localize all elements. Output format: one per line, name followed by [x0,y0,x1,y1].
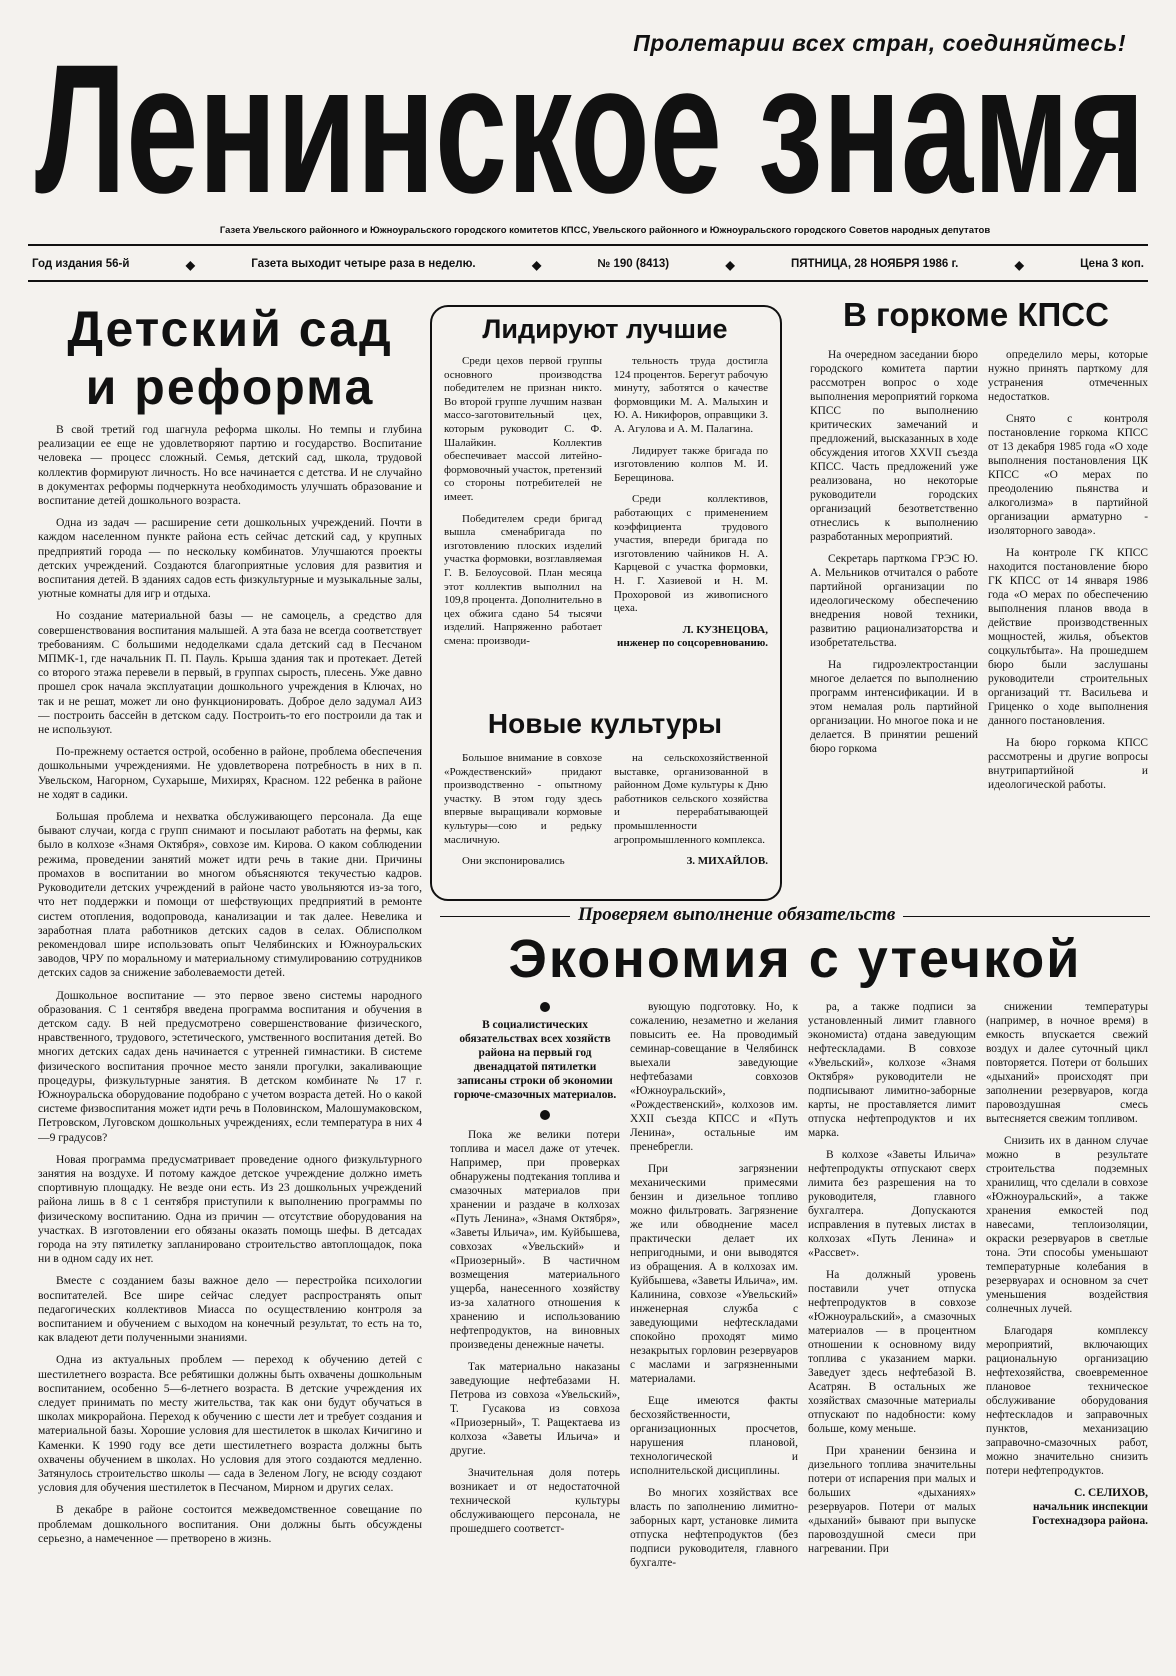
paragraph: Благодаря комплексу мероприятий, включающих рациональную организацию нефтехозяйства, своевременное плановое техническое обслуживание оборудования нефтескладов и заправочных пунктов, механизацию заправочно-смазочных работ, можно значительно снизить потери нефтепродуктов. [986,1325,1148,1477]
paragraph: тельность труда достигла 124 процентов. Берегут рабочую минуту, заботятся о качестве формовщики М. А. Малыхин и Ю. А. Никифоров, оправщики З. А. Агулова и А. М. Палагина. [614,355,768,435]
leaders-col-right [614,355,768,695]
issue-frequency: Газета выходит четыре раза в неделю. [251,258,476,270]
diamond-icon: ◆ [185,258,195,272]
issue-year: Год издания 56-й [32,258,130,270]
crops-col-right [614,752,768,892]
paragraph: Так материально наказаны заведующие нефтебазами Н. Петрова из совхоза «Увельский», Т. Гусакова из совхоза «Приозерный», Т. Ращектаева из колхоза «Заветы Ильича» и другие. [450,1361,620,1457]
paragraph: Снизить их в данном случае можно в результате строительства подземных хранилищ, что сделали в совхозе «Южноуральский», а также хранения емкостей под навесами, теплоизоляции, окраски резервуаров в светлые тона. Эти способы уменьшают температурные колебания в резервуарах и основном за счет уменьшения воздействия солнечных лучей. [986,1135,1148,1315]
paragraph: Одна из задач — расширение сети дошкольных учреждений. Почти в каждом населенном пункте района есть сейчас детский сад, у крупных предприятий города — по нескольку комбинатов. Улучшаются проекты детских учреждений. Создаются благоприятные условия для развития и воспитания детей. В зданиях садов есть физкультурные и музыкальные залы, уютные комнаты для игр и отдыха. [38,516,422,601]
bullet-icon [540,1002,550,1012]
newspaper-title [30,42,1150,220]
paragraph: Дошкольное воспитание — это первое звено системы народного образования. С 1 сентября введена программа воспитания и обучения в детском саду. В ней предусмотрено совершенствование физического, нравственного, трудового, эстетического, умственного воспитания детей. Во многих детских садах день начинается с утренней гимнастики. В системе физического воспитания прочное место заняли прогулки, закаливающие процедуры, физкультурные занятия. В детском комбинате № 17 г. Южноуральска оборудование подобрано с учетом возраста детей. Но о какой системе физвоспитания может идти речь в Половинском, Малошумаковском, Петровском, Луговском дошкольных учреждениях, если температура в них 4—9 градусов? [38,988,422,1144]
paragraph: На гидроэлектростанции многое делается по выполнению программ интенсификации. И в этом немалая роль партийной организации. Но многое пока и не делается. В принятии решений бюро горкома [810,659,978,755]
paragraph: При загрязнении механическими примесями бензин и дизельное топливо можно фильтровать. Загрязнение же или обводнение масел практически делает их непригодными, и они выводятся из обращения. А в колхозах им. Куйбышева, «Заветы Ильича», им. Калинина, совхозе «Увельский» инженерная служба с заведующими нефтескладами спокойно проходят мимо незакрытых горловин резервуаров с маслами и загрязненными материалами. [630,1163,798,1385]
leaders-author-title: инженер по соцсоревнованию. [617,637,768,650]
economy-col3 [808,1000,976,1668]
newspaper-title-text: Ленинское знамя [35,42,1146,220]
economy-col1 [450,1128,620,1668]
leaders-author: Л. КУЗНЕЦОВА, [682,623,768,636]
economy-lead [450,1018,620,1110]
diamond-icon: ◆ [725,258,735,272]
paragraph: При хранении бензина и дизельного топлива значительны потери от испарения при малых и больших «дыханиях» резервуаров. Потери от малых «дыханий» бывают при выпуске паровоздушной смеси при нагревании. При [808,1445,976,1555]
economy-col4 [986,1000,1148,1668]
economy-lead-text: В социалистических обязательствах всех хозяйств района на первый год двенадцатой пятилетки записаны строки об экономии горюче-смазочных материалов. [453,1019,617,1101]
paragraph: снижении температуры (например, в ночное время) в емкость впускается свежий воздух и далее суточный цикл повторяется. Потери от больших «дыханий» происходят при заполнении резервуаров, когда паровоздушная смесь вытесняется свежим топливом. [986,1001,1148,1125]
info-rule [28,280,1148,282]
paragraph: Вместе с созданием базы важное дело — перестройка психологии воспитателей. Все шире сейчас следует распространять опыт педагогических коллективов Миасса по осуществлению контроля за воспитанием и обучением с выходом на конечный результат, то есть на то, как владеют дети полученными знаниями. [38,1274,422,1345]
paragraph: Победителем среди бригад вышла сменабригада по изготовлению плоских изделий участка формовки, возглавляемая Г. В. Белоусовой. План месяца этот коллектив выполнил на 109,8 процента. Дополнительно в цех обжига сдано 54 тысячи изделий. Напряженно работает смена: производи- [444,512,602,647]
paragraph: Снято с контроля постановление горкома КПСС от 13 декабря 1985 года «О ходе выполнения постановления ЦК КПСС «О мерах по преодолению пьянства и алкоголизма» в партийной организации арматурно - изоляторного завода». [988,413,1148,537]
paragraph: вующую подготовку. Но, к сожалению, незаметно и желания повысить ее. На проводимый семинар-совещание в Челябинск выехали заведующие нефтебазами совхозов «Южноуральский», «Рождественский», колхозов им. XXII съезда КПСС и «Путь Ленина», остальные им пренебрегли. [630,1001,798,1153]
paragraph: Среди коллективов, работающих с применением коэффициента трудового участия, впереди бригада по изготовлению чайников Н. А. Карцевой с участка формовки, Н. Г. Хазиевой и Н. М. Прохоровой из живописного цеха. [614,493,768,615]
paragraph: Новая программа предусматривает проведение одного физкультурного занятия на воздухе. И потому каждое детское учреждение должно иметь спортивную площадку. Не везде они есть. Из 23 дошкольных учреждений района лишь в 8 с 1 сентября приступили к выполнению программы по физическому воспитанию. Одна из причин — отсутствие оборудования на участках. В изготовлении его обязаны оказать помощь шефы. В детсадах города на эту пятилетку запланировано строительство автоплощадок, пока ни в одном саду их нет. [38,1152,422,1266]
paragraph: Лидирует также бригада по изготовлению колпов М. И. Берещинова. [614,444,768,484]
economy-author-title: начальник инспекции Гостехнадзора района. [1032,1501,1148,1527]
paragraph: Пока же велики потери топлива и масел даже от утечек. Например, при проверках обнаружены подтекания топлива и смазочных материалов при хранении и раздаче в колхозах «Путь Ленина», «Знамя Октября», «Заветы Ильича», им. Куйбышева, совхозах «Увельский» и «Приозерный». В частичном возмещения материального ущерба, нанесенного хозяйству из-за халатного отношения к хранению и использованию нефтепродуктов, на виновных произведены денежные начеты. [450,1129,620,1351]
paragraph: Во многих хозяйствах все власть по заполнению лимитно-заборных карт, установке лимита отпуска нефтепродуктов (без подписи руководителя, главного бухгалте- [630,1487,798,1569]
top-rule [28,244,1148,246]
diamond-icon: ◆ [531,258,542,272]
paragraph: В свой третий год шагнула реформа школы. Но темпы и глубина реализации ее еще не удовлетворяют партию и государство. Воспитание человека — процесс сложный. Семья, детский сад, школа, трудовой коллектив формируют личность. Но все начинается с детства. И не случайно в документах реформы подчеркнута необходимость улучшать образование и воспитание детей дошкольного возраста. [38,423,422,508]
kindergarten-headline [40,300,420,416]
paragraph: Еще имеются факты бесхозяйственности, организационных просчетов, нарушения плановой, технологической и исполнительской дисциплины. [630,1395,798,1477]
economy-headline: Экономия с утечкой [508,929,1082,989]
paragraph: В декабре в районе состоится межведомственное совещание по проблемам дошкольного воспитания. Они должны быть обсуждены серьезно, а намеченное — претворено в жизнь. [38,1503,422,1545]
paragraph: В колхозе «Заветы Ильича» нефтепродукты отпускают сверх лимита без разрешения на то руководителя, главного бухгалтера. Допускаются исправления в путевых листах в колхозах «Путь Ленина» и «Рассвет». [808,1149,976,1259]
leaders-col-left [444,355,602,695]
info-bar [32,258,1144,272]
paragraph: На контроле ГК КПСС находится постановление бюро ГК КПСС от 14 января 1986 года «О мерах по обеспечению выполнения планов ввода в действие производственных мощностей, жилья, объектов соцкультбыта». На прошедшем бюро были заслушаны руководители строительных организаций тт. Васильева и Гриценко о ходе выполнения данного постановления. [988,547,1148,727]
paragraph: По-прежнему остается острой, особенно в районе, проблема обеспечения дошкольными учреждениями. Не удовлетворена потребность в них в п. Увельском, Нагорном, Сухарыше, Михирях, Красном. 122 ребенка в районе не ходят в садики. [38,745,422,801]
issue-price: Цена 3 коп. [1080,258,1144,270]
crops-headline: Новые культуры [487,708,723,739]
kindergarten-headline-line1: Детский сад [67,301,393,357]
diamond-icon: ◆ [1014,258,1024,272]
crops-author: З. МИХАЙЛОВ. [686,855,768,868]
paragraph: На должный уровень поставили учет отпуска нефтепродуктов в совхозе «Южноуральский», а смазочных материалов — в процентном отношении к основному виду топлива с указанием марки. Заведует здесь нефтебазой В. Асатрян. В остальных же хозяйствах смазочные материалы отпускают по надобности: кому больше, кому меньше. [808,1269,976,1435]
kindergarten-headline-line2: и реформа [85,359,375,415]
paragraph: Секретарь парткома ГРЭС Ю. А. Мельников отчитался о работе партийной организации по идеологическому обеспечению внедрения новой техники, развитию рационализаторства и изобретательства. [810,553,978,649]
kindergarten-body [38,423,422,1668]
paragraph: ра, а также подписи за установленный лимит главного экономиста) отдана заведующим нефтескладами. В совхозе «Увельский», колхозе «Знамя Октября» руководители не подписывают лимитно-заборные карты, не проставляется лимит отпуска нефтепродуктов и их марка. [808,1001,976,1139]
paragraph: Одна из актуальных проблем — переход к обучению детей с шестилетнего возраста. Все ребятишки должны быть охвачены дошкольным воспитанием, особенно 5—6-летнего возраста. В детские учреждения их следует принимать по месту жительства, так как они будут обучаться в школах микрорайона. Переход к обучению с шести лет и требует создания и материальной базы. Хорошие условия для шестилеток в школах Кичигино и Каменки. К 1990 году все дети шестилетнего возраста должны быть охвачены обучением в школах. Но условия для этого создаются медленно. Затянулось строительство школы — сада в Зеленом Логу, не всюду создают условия для обучения шестилеток в Песчаном, Мирном и других селах. [38,1353,422,1495]
gorkom-col-right [988,348,1148,896]
slogan: Пролетарии всех стран, соединяйтесь! [633,30,1126,56]
issue-number: № 190 (8413) [597,258,670,270]
paragraph: на сельскохозяйственной выставке, организованной в районном Доме культуры к Дню работников сельского хозяйства и перерабатывающей промышленности агропромышленного комплекса. [614,752,768,846]
paragraph: Среди цехов первой группы основного производства победителем не признан никто. Во второй группе лучшим назван массо-заготовительный цех, которым руководит С. Ф. Шалайкин. Коллектив обеспечивает массой литейно-формовочный участок, претензий со стороны потребителей не имеет. [444,355,602,503]
paragraph: На бюро горкома КПСС рассмотрены и другие вопросы внутрипартийной и идеологической работы. [988,737,1148,791]
leaders-headline: Лидируют лучшие [482,314,728,344]
economy-kicker: Проверяем выполнение обязательств [570,904,903,926]
paragraph: Большая проблема и нехватка обслуживающего персонала. Да еще бывают случаи, когда с групп снимают и посылают работать на фермы, как было в колхозе «Знамя Октября», совхозе им. Кирова. О каком соблюдении режима, проведении занятий может идти речь в такие дни. Причины промахов в воспитании во многом объясняются текучестью кадров. Руководители детских учреждений в районе часто увольняются из-за того, что нет поддержки и помощи от шефствующих предприятий в ремонте систем отопления, водопровода, канализации и так далее. Невелика и заработная плата работников детских садов в селах. Облисполком рекомендовал шире использовать опыт Челябинских и Южноуральских заводов, ЧРУ по моральному и материальному стимулированию сотрудников детских садов за снижение заболеваемости детей. [38,810,422,980]
crops-col-left [444,752,602,892]
bullet-icon [540,1110,550,1120]
newspaper-subtitle: Газета Увельского районного и Южноуральского городского комитетов КПСС, Увельского районного и Южноуральского городского Советов народных депутатов [219,225,991,236]
paragraph: Большое внимание в совхозе «Рождественский» придают производственно - опытному участку. В этом году здесь впервые выращивали кормовые культуры—сою и редьку масличную. [444,752,602,846]
issue-date: ПЯТНИЦА, 28 НОЯБРЯ 1986 г. [790,258,959,270]
economy-author: С. СЕЛИХОВ, [1074,1487,1148,1499]
paragraph: Но создание материальной базы — не самоцель, а средство для совершенствования воспитания малышей. А эта база не всегда соответствует требованиям. С большими недоделками сдала детский сад в Песчаном МПМК-1, где начальник П. П. Пауль. Крыша здания так и протекает. Детей со второго этажа перевели в первый, в группах сырость, плесень. Уже давно прошел срок начала эксплуатации дошкольного учреждения в Ключах, но так и не решат, может ли оно функционировать. Доброе дело задумал АИЗ — построить бассейн в детском саду. Построить-то его построили да так и не используют. [38,609,422,737]
paragraph: На очередном заседании бюро городского комитета партии рассмотрен вопрос о ходе выполнения мероприятий горкома КПСС по выполнению критических замечаний и предложений, высказанных в ходе обсуждения итогов XXVII съезда КПСС. Часть предложений уже реализована, но некоторые руководители городских организаций безответственно отнеслись к выполнению разработанных мероприятий. [810,349,978,543]
gorkom-headline: В горкоме КПСС [843,296,1109,333]
gorkom-col-left [810,348,978,896]
economy-col2 [630,1000,798,1668]
paragraph: Они экспонировались [462,855,565,868]
paragraph: Значительная доля потерь возникает и от недостаточной технической культуры обслуживающего персонала, не прошедшего соответст- [450,1467,620,1535]
paragraph: определило меры, которые нужно принять парткому для устранения отмеченных недостатков. [988,349,1148,403]
